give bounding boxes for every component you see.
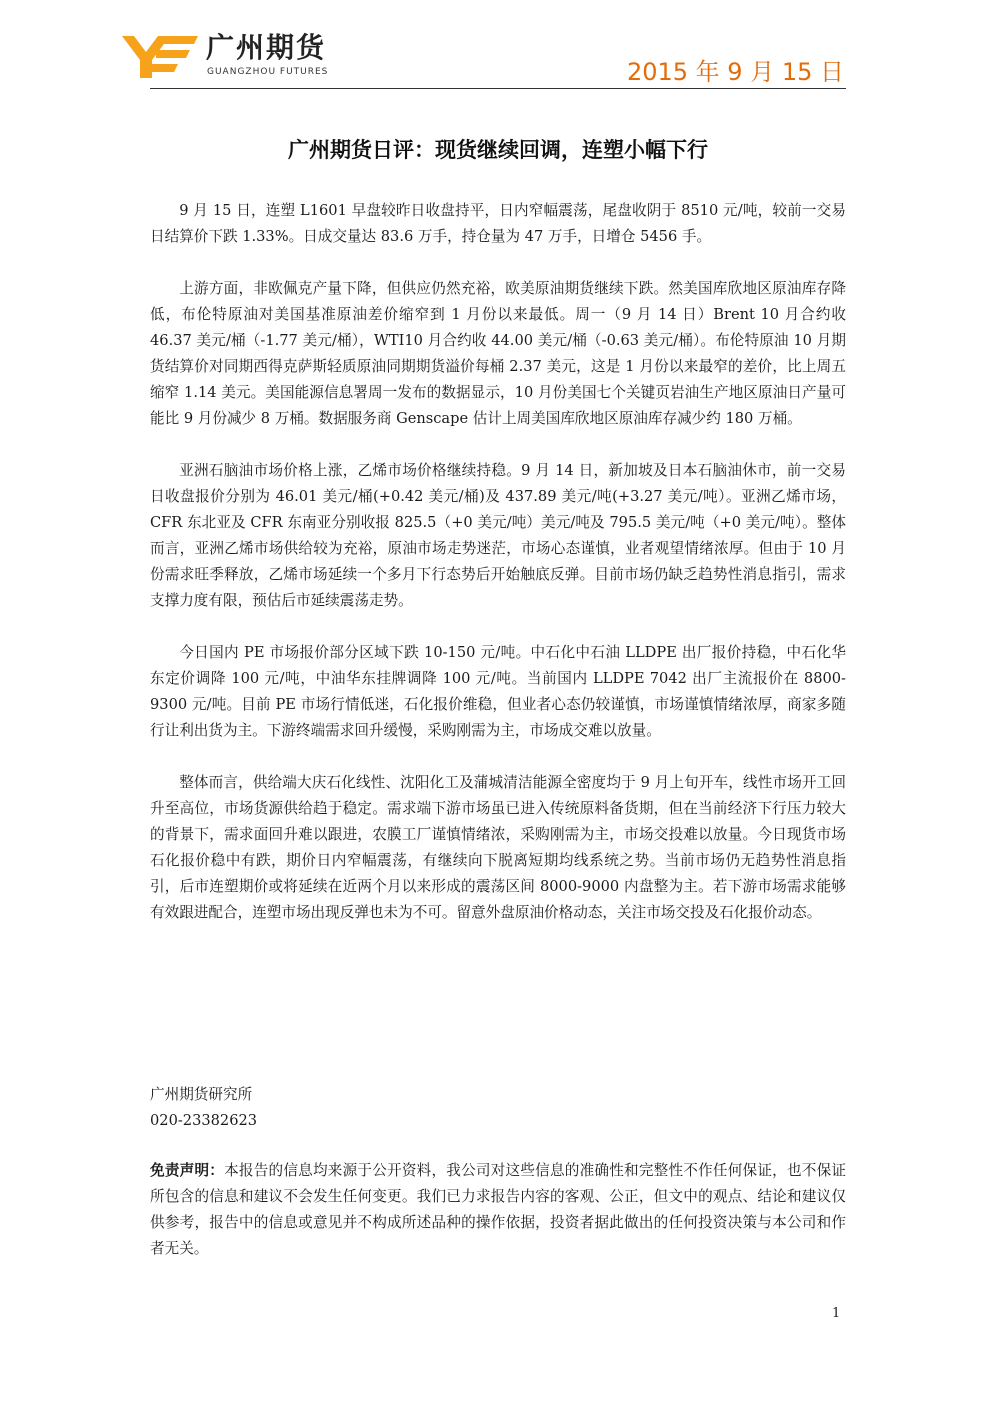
logo-english-name: GUANGZHOU FUTURES [207,67,329,77]
page-number: 1 [832,1306,841,1321]
signature-block [150,1082,257,1134]
paragraph-upstream-crude: 上游方面，非欧佩克产量下降，但供应仍然充裕，欧美原油期货继续下跌。然美国库欣地区原油库存降低，布伦特原油对美国基准原油差价缩窄到 1 月份以来最低。周一（9 月 14 日）Brent 10 月合约收 46.37 美元/桶（-1.77 美元/桶），WTI10 月合约收 44.00 美元/桶（-0.63 美元/桶）。布伦特原油 10 月期货结算价对同期西得克萨斯轻质原油同期期货溢价每桶 2.37 美元，这是 1 月份以来最窄的差价，比上周五缩窄 1.14 美元。美国能源信息署周一发布的数据显示，10 月份美国七个关键页岩油生产地区原油日产量可能比 9 月份减少 8 万桶。数据服务商 Genscape 估计上周美国库欣地区原油库存减少约 180 万桶。 [150,280,846,427]
signature-org: 广州期货研究所 [150,1086,253,1103]
signature-phone: 020-23382623 [150,1112,258,1129]
logo-chinese-name: 广州期货 [206,31,327,64]
paragraph-domestic-pe: 今日国内 PE 市场报价部分区域下跌 10-150 元/吨。中石化中石油 LLDPE 出厂报价持稳，中石化华东定价调降 100 元/吨，中油华东挂牌调降 100 元/吨。当前国内 LLDPE 7042 出厂主流报价在 8800-9300 元/吨。目前 PE 市场行情低迷，石化报价维稳，但业者心态仍较谨慎，市场谨慎情绪浓厚，商家多随行让利出货为主。下游终端需求回升缓慢，采购刚需为主，市场成交难以放量。 [150,644,846,739]
company-logo [120,30,340,82]
header [120,30,846,90]
disclaimer-text: 本报告的信息均来源于公开资料，我公司对这些信息的准确性和完整性不作任何保证，也不保证所包含的信息和建议不会发生任何变更。我们已力求报告内容的客观、公正，但文中的观点、结论和建议仅供参考，报告中的信息或意见并不构成所述品种的操作依据，投资者据此做出的任何投资决策与本公司和作者无关。 [150,1162,846,1257]
report-body [150,198,846,952]
disclaimer [150,1158,846,1262]
disclaimer-label: 免责声明： [150,1162,225,1179]
paragraph-naphtha-ethylene: 亚洲石脑油市场价格上涨，乙烯市场价格继续持稳。9 月 14 日，新加坡及日本石脑油休市，前一交易日收盘报价分别为 46.01 美元/桶(+0.42 美元/桶)及 437.89 美元/吨(+3.27 美元/吨）。亚洲乙烯市场，CFR 东北亚及 CFR 东南亚分别收报 825.5（+0 美元/吨）美元/吨及 795.5 美元/吨（+0 美元/吨）。整体而言，亚洲乙烯市场供给较为充裕，原油市场走势迷茫，市场心态谨慎，业者观望情绪浓厚。但由于 10 月份需求旺季释放，乙烯市场延续一个多月下行态势后开始触底反弹。目前市场仍缺乏趋势性消息指引，需求支撑力度有限，预估后市延续震荡走势。 [150,462,846,609]
report-date: 2015 年 9 月 15 日 [626,58,844,86]
header-divider [150,88,846,89]
company-logo-icon [120,32,200,80]
report-title: 广州期货日评：现货继续回调，连塑小幅下行 [288,138,708,162]
paragraph-outlook: 整体而言，供给端大庆石化线性、沈阳化工及蒲城清洁能源全密度均于 9 月上旬开车，线性市场开工回升至高位，市场货源供给趋于稳定。需求端下游市场虽已进入传统原料备货期，但在当前经济下行压力较大的背景下，需求面回升难以跟进，农膜工厂谨慎情绪浓，采购刚需为主，市场交投难以放量。今日现货市场石化报价稳中有跌，期价日内窄幅震荡，有继续向下脱离短期均线系统之势。当前市场仍无趋势性消息指引，后市连塑期价或将延续在近两个月以来形成的震荡区间 8000-9000 内盘整为主。若下游市场需求能够有效跟进配合，连塑市场出现反弹也未为不可。留意外盘原油价格动态，关注市场交投及石化报价动态。 [150,774,846,921]
paragraph-market-summary: 9 月 15 日，连塑 L1601 早盘较昨日收盘持平，日内窄幅震荡，尾盘收阴于 8510 元/吨，较前一交易日结算价下跌 1.33%。日成交量达 83.6 万手，持仓量为 47 万手，日增仓 5456 手。 [150,202,846,245]
